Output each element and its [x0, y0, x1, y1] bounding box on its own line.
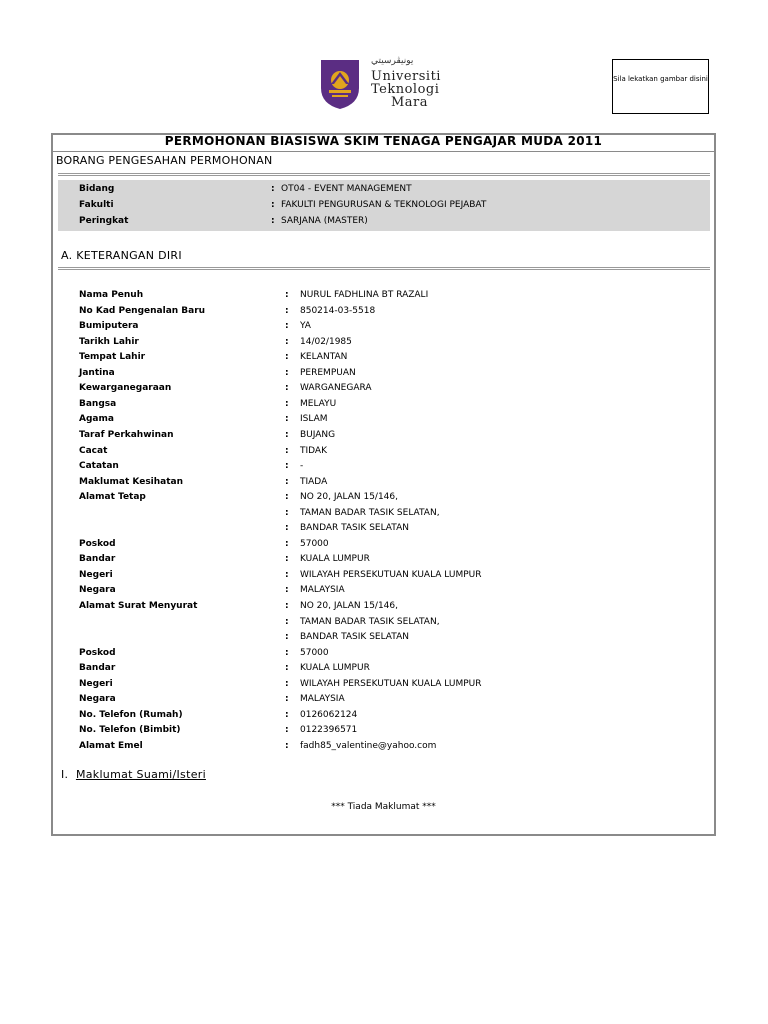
- detail-value: YA: [300, 321, 311, 331]
- university-crest-icon: [319, 58, 361, 110]
- detail-separator: :: [285, 554, 289, 564]
- detail-value: BUJANG: [300, 430, 336, 440]
- detail-separator: :: [285, 399, 289, 409]
- detail-label: Negeri: [79, 570, 113, 580]
- detail-value: KELANTAN: [300, 352, 348, 362]
- detail-label: Maklumat Kesihatan: [79, 477, 184, 487]
- summary-value: SARJANA (MASTER): [281, 216, 368, 226]
- detail-label: Agama: [79, 414, 114, 424]
- detail-separator: :: [285, 492, 289, 502]
- detail-label: Negara: [79, 585, 116, 595]
- detail-value: WARGANEGARA: [300, 383, 372, 393]
- detail-value: 0122396571: [300, 725, 358, 735]
- detail-label: Alamat Emel: [79, 741, 143, 751]
- subtitle-divider: [58, 173, 710, 176]
- detail-value: WILAYAH PERSEKUTUAN KUALA LUMPUR: [300, 679, 482, 689]
- detail-value: TIADA: [300, 477, 328, 487]
- detail-value: PEREMPUAN: [300, 368, 356, 378]
- detail-value: NURUL FADHLINA BT RAZALI: [300, 290, 429, 300]
- detail-value: 57000: [300, 539, 329, 549]
- detail-label: Tarikh Lahir: [79, 337, 139, 347]
- detail-separator: :: [285, 477, 289, 487]
- detail-value: fadh85_valentine@yahoo.com: [300, 741, 437, 751]
- detail-value: -: [300, 461, 304, 471]
- detail-label: Bandar: [79, 554, 116, 564]
- detail-separator: :: [285, 601, 289, 611]
- detail-separator: :: [285, 383, 289, 393]
- detail-label: Cacat: [79, 446, 108, 456]
- section-i-title: Maklumat Suami/Isteri: [75, 768, 206, 781]
- detail-separator: :: [285, 430, 289, 440]
- detail-label: Negeri: [79, 679, 113, 689]
- logo-word-mara: Mara: [391, 95, 429, 110]
- detail-separator: :: [285, 523, 289, 533]
- detail-value: BANDAR TASIK SELATAN: [300, 523, 409, 533]
- detail-separator: :: [285, 741, 289, 751]
- detail-value: MELAYU: [300, 399, 337, 409]
- summary-separator: :: [271, 184, 275, 194]
- summary-label: Bidang: [79, 184, 115, 194]
- logo-word-teknologi: Teknologi: [371, 82, 440, 97]
- detail-label: Bandar: [79, 663, 116, 673]
- logo-word-universiti: Universiti: [371, 69, 441, 84]
- detail-separator: :: [285, 632, 289, 642]
- detail-separator: :: [285, 679, 289, 689]
- detail-separator: :: [285, 337, 289, 347]
- detail-label: Bangsa: [79, 399, 117, 409]
- detail-separator: :: [285, 306, 289, 316]
- section-a-divider: [58, 267, 710, 270]
- detail-separator: :: [285, 414, 289, 424]
- detail-label: No Kad Pengenalan Baru: [79, 306, 206, 316]
- detail-separator: :: [285, 663, 289, 673]
- detail-separator: :: [285, 694, 289, 704]
- detail-value: TAMAN BADAR TASIK SELATAN,: [300, 508, 440, 518]
- detail-separator: :: [285, 352, 289, 362]
- detail-separator: :: [285, 585, 289, 595]
- detail-value: 57000: [300, 648, 329, 658]
- form-title: PERMOHONAN BIASISWA SKIM TENAGA PENGAJAR MUDA 2011: [164, 134, 603, 148]
- detail-value: WILAYAH PERSEKUTUAN KUALA LUMPUR: [300, 570, 482, 580]
- detail-value: ISLAM: [300, 414, 328, 424]
- detail-label: Nama Penuh: [79, 290, 144, 300]
- detail-separator: :: [285, 461, 289, 471]
- detail-label: Tempat Lahir: [79, 352, 146, 362]
- detail-separator: :: [285, 290, 289, 300]
- detail-label: Alamat Tetap: [79, 492, 146, 502]
- detail-separator: :: [285, 446, 289, 456]
- detail-separator: :: [285, 710, 289, 720]
- summary-value: FAKULTI PENGURUSAN & TEKNOLOGI PEJABAT: [281, 200, 487, 210]
- detail-label: No. Telefon (Rumah): [79, 710, 183, 720]
- summary-label: Fakulti: [79, 200, 114, 210]
- title-divider: [53, 151, 714, 152]
- uitm-logo: [319, 56, 443, 112]
- detail-label: No. Telefon (Bimbit): [79, 725, 181, 735]
- detail-separator: :: [285, 321, 289, 331]
- detail-value: 14/02/1985: [300, 337, 352, 347]
- logo-jawi-text: ﻳﻮﻧﻴﭭﺮﺳﻴﺘﻲ: [371, 56, 414, 66]
- photo-placeholder-box: [612, 59, 709, 114]
- summary-value: OT04 - EVENT MANAGEMENT: [281, 184, 412, 194]
- detail-label: Poskod: [79, 539, 116, 549]
- detail-label: Negara: [79, 694, 116, 704]
- detail-value: NO 20, JALAN 15/146,: [300, 492, 398, 502]
- detail-value: KUALA LUMPUR: [300, 663, 370, 673]
- detail-label: Kewarganegaraan: [79, 383, 172, 393]
- summary-separator: :: [271, 216, 275, 226]
- detail-value: MALAYSIA: [300, 585, 345, 595]
- detail-value: MALAYSIA: [300, 694, 345, 704]
- detail-value: NO 20, JALAN 15/146,: [300, 601, 398, 611]
- photo-placeholder-text: Sila lekatkan gambar disini: [613, 75, 708, 83]
- detail-separator: :: [285, 570, 289, 580]
- detail-label: Bumiputera: [79, 321, 139, 331]
- summary-separator: :: [271, 200, 275, 210]
- detail-separator: :: [285, 539, 289, 549]
- detail-value: TAMAN BADAR TASIK SELATAN,: [300, 617, 440, 627]
- detail-value: TIDAK: [300, 446, 327, 456]
- detail-separator: :: [285, 508, 289, 518]
- detail-value: 0126062124: [300, 710, 358, 720]
- detail-label: Poskod: [79, 648, 116, 658]
- detail-value: KUALA LUMPUR: [300, 554, 370, 564]
- section-i-heading: [61, 768, 206, 781]
- section-a-title: A. KETERANGAN DIRI: [61, 249, 182, 262]
- detail-value: BANDAR TASIK SELATAN: [300, 632, 409, 642]
- detail-label: Jantina: [79, 368, 115, 378]
- no-information-note: *** Tiada Maklumat ***: [331, 802, 436, 812]
- detail-label: Catatan: [79, 461, 119, 471]
- detail-label: Alamat Surat Menyurat: [79, 601, 198, 611]
- detail-separator: :: [285, 368, 289, 378]
- detail-label: Taraf Perkahwinan: [79, 430, 174, 440]
- detail-separator: :: [285, 725, 289, 735]
- form-subtitle: BORANG PENGESAHAN PERMOHONAN: [56, 154, 273, 167]
- section-i-number: I.: [61, 768, 69, 781]
- detail-value: 850214-03-5518: [300, 306, 376, 316]
- detail-separator: :: [285, 617, 289, 627]
- summary-label: Peringkat: [79, 216, 129, 226]
- detail-separator: :: [285, 648, 289, 658]
